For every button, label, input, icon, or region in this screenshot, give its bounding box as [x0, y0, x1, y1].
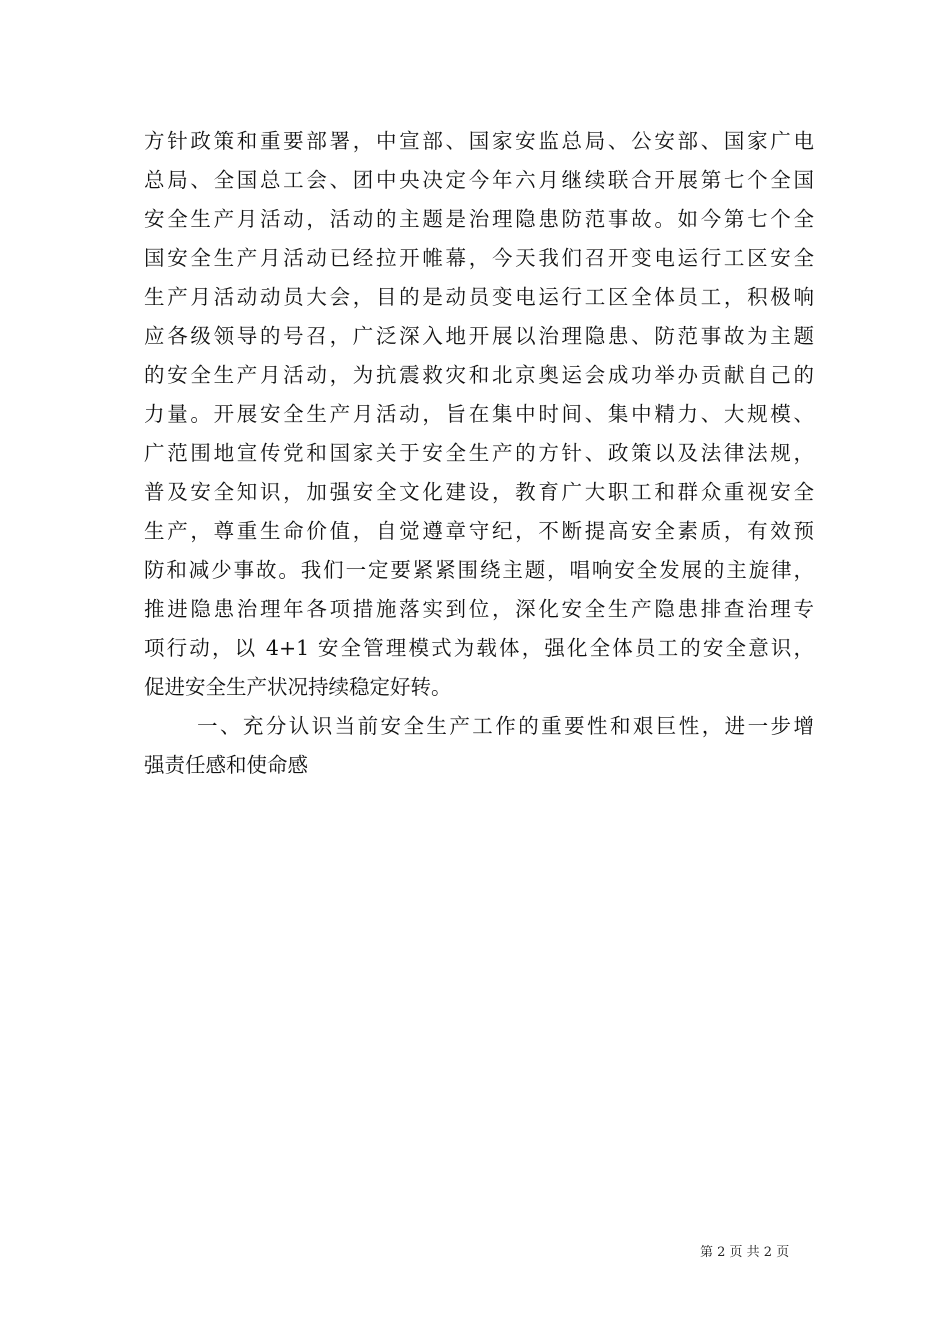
paragraph-line: 推进隐患治理年各项措施落实到位，深化安全生产隐患排查治理专 — [144, 597, 814, 621]
paragraph-line: 总局、全国总工会、团中央决定今年六月继续联合开展第七个全国 — [144, 168, 814, 192]
paragraph-line: 国安全生产月活动已经拉开帷幕，今天我们召开变电运行工区安全 — [144, 246, 814, 270]
paragraph-line: 方针政策和重要部署，中宣部、国家安监总局、公安部、国家广电 — [144, 129, 814, 153]
paragraph-line: 普及安全知识，加强安全文化建设，教育广大职工和群众重视安全 — [144, 480, 814, 504]
paragraph-line: 广范围地宣传党和国家关于安全生产的方针、政策以及法律法规， — [144, 441, 814, 465]
page-number-footer: 第 2 页 共 2 页 — [700, 1245, 790, 1260]
section-heading-line: 强责任感和使命感 — [144, 753, 308, 777]
paragraph-line: 生产月活动动员大会，目的是动员变电运行工区全体员工，积极响 — [144, 285, 814, 309]
paragraph-line: 安全生产月活动，活动的主题是治理隐患防范事故。如今第七个全 — [144, 207, 814, 231]
paragraph-line: 促进安全生产状况持续稳定好转。 — [144, 675, 452, 699]
section-heading-line: 一、充分认识当前安全生产工作的重要性和艰巨性，进一步增 — [197, 714, 814, 738]
paragraph-line: 力量。开展安全生产月活动，旨在集中时间、集中精力、大规模、 — [144, 402, 814, 426]
document-body — [144, 122, 814, 785]
paragraph-line: 应各级领导的号召，广泛深入地开展以治理隐患、防范事故为主题 — [144, 324, 814, 348]
paragraph-line: 的安全生产月活动，为抗震救灾和北京奥运会成功举办贡献自己的 — [144, 363, 814, 387]
paragraph-line: 生产，尊重生命价值，自觉遵章守纪，不断提高安全素质，有效预 — [144, 519, 814, 543]
paragraph-line: 项行动，以 4+1 安全管理模式为载体，强化全体员工的安全意识， — [144, 636, 814, 660]
paragraph-line: 防和减少事故。我们一定要紧紧围绕主题，唱响安全发展的主旋律， — [144, 558, 814, 582]
